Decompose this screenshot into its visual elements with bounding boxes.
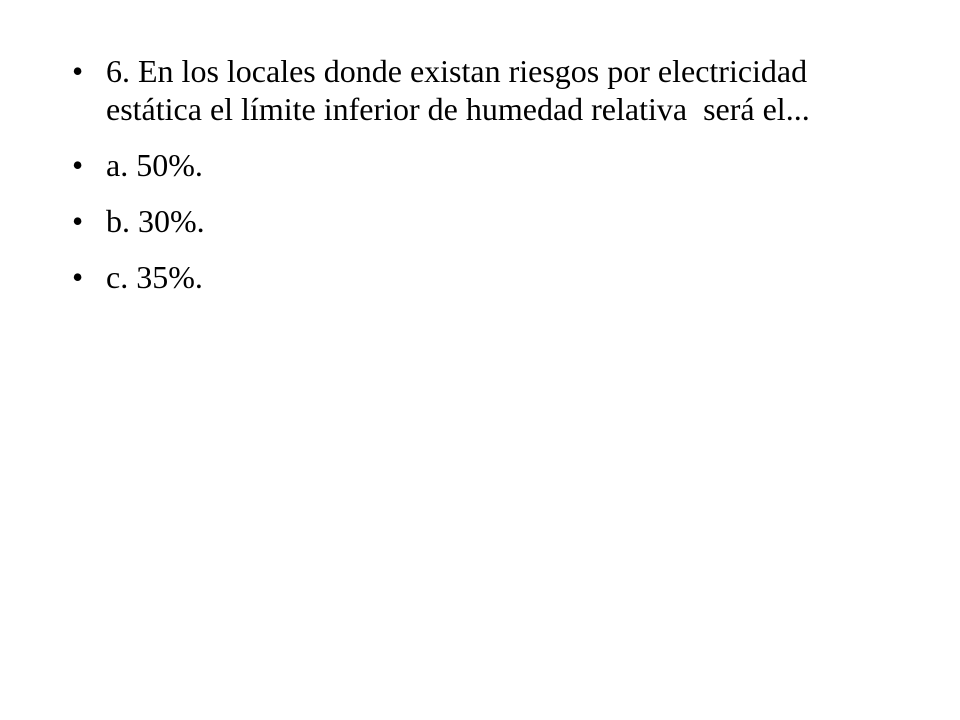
- option-a-text: a. 50%.: [106, 147, 203, 183]
- bullet-marker: •: [72, 147, 84, 183]
- question-item: [72, 52, 882, 128]
- option-b-text: b. 30%.: [106, 203, 205, 239]
- bullet-marker: •: [72, 203, 84, 239]
- bullet-marker: •: [72, 53, 84, 89]
- option-b-item: [72, 202, 882, 240]
- bullet-marker: •: [72, 259, 84, 295]
- option-c-text: c. 35%.: [106, 259, 203, 295]
- question-text: 6. En los locales donde existan riesgos por electricidad estática el límite inferior de humedad relativa será el...: [106, 53, 816, 127]
- option-c-item: [72, 258, 882, 296]
- bullet-list: [72, 52, 882, 314]
- option-a-item: [72, 146, 882, 184]
